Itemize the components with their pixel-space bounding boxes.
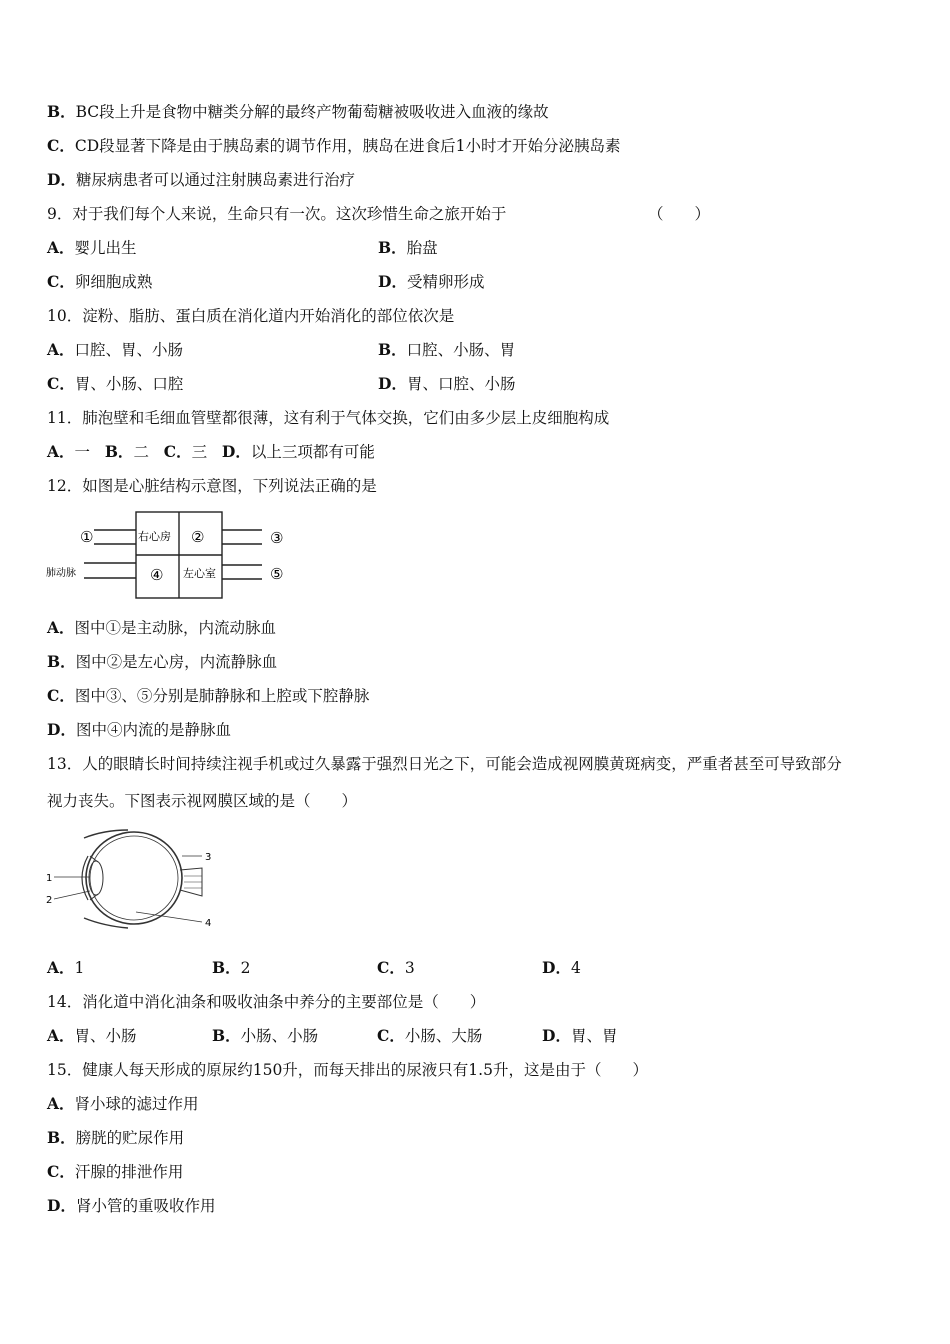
option-label: A． [47, 1094, 75, 1113]
eye-label-4: 4 [205, 918, 212, 929]
q13-option-c [377, 958, 415, 978]
q10-stem: 10．淀粉、脂肪、蛋白质在消化道内开始消化的部位依次是 [47, 307, 455, 325]
option-label: A． [47, 618, 75, 637]
label-3: ③ [270, 529, 284, 547]
q10-option-d [378, 374, 515, 394]
option-text: BC段上升是食物中糖类分解的最终产物葡萄糖被吸收进入血液的缘故 [75, 103, 549, 121]
option-label: D． [221, 442, 251, 461]
q13-stem-line2: 视力丧失。下图表示视网膜区域的是（ ） [47, 792, 358, 810]
option-text: 口腔、胃、小肠 [74, 341, 184, 359]
q15-option-a [47, 1094, 199, 1114]
q12-option-b [47, 652, 277, 672]
q8-option-c [47, 136, 621, 156]
option-text: 图中②是左心房，内流静脉血 [75, 653, 278, 671]
option-text: 3 [404, 959, 415, 977]
q12-stem: 12．如图是心脏结构示意图，下列说法正确的是 [47, 477, 377, 495]
option-text: 受精卵形成 [406, 273, 485, 291]
option-text: 一 [74, 443, 91, 461]
option-label: A． [47, 1026, 75, 1045]
q11-stem: 11．肺泡壁和毛细血管壁都很薄，这有利于气体交换，它们由多少层上皮细胞构成 [47, 409, 610, 427]
label-2: ② [191, 528, 205, 546]
option-text: 以上三项都有可能 [250, 443, 375, 461]
option-label: D． [378, 272, 407, 291]
q14-stem: 14．消化道中消化油条和吸收油条中养分的主要部位是（ ） [47, 993, 486, 1011]
q14-option-b [212, 1026, 318, 1046]
option-label: C． [47, 686, 75, 705]
option-label: B． [47, 102, 76, 121]
option-label: D． [47, 170, 76, 189]
option-label: D． [542, 1026, 571, 1045]
q9-option-d [378, 272, 484, 292]
q12-option-d [47, 720, 231, 740]
option-text: 小肠、大肠 [404, 1027, 483, 1045]
q9-option-b [378, 238, 438, 258]
label-5: ⑤ [270, 565, 284, 583]
option-label: C． [377, 958, 405, 977]
q14-option-c [377, 1026, 482, 1046]
option-text: 婴儿出生 [74, 239, 137, 257]
left-ventricle-label: 左心室 [183, 567, 216, 580]
option-text: 糖尿病患者可以通过注射胰岛素进行治疗 [75, 171, 355, 189]
q9-answer-paren: （ ） [648, 205, 711, 223]
option-label: D． [47, 720, 76, 739]
option-text: 汗腺的排泄作用 [74, 1163, 184, 1181]
q12-option-c [47, 686, 369, 706]
q15-option-c [47, 1162, 183, 1182]
q8-option-b [47, 102, 549, 122]
q13-stem-line1: 13．人的眼睛长时间持续注视手机或过久暴露于强烈日光之下，可能会造成视网膜黄斑病变，严重者甚至可导致部分 [47, 755, 842, 773]
option-text: 胃、胃 [570, 1027, 618, 1045]
option-text: 2 [240, 959, 251, 977]
q11-options [47, 442, 375, 462]
option-text: 二 [133, 443, 149, 461]
option-label: C． [163, 442, 192, 461]
q14-option-d [542, 1026, 617, 1046]
option-label: C． [47, 272, 75, 291]
option-text: 膀胱的贮尿作用 [75, 1129, 185, 1147]
option-text: 肾小球的滤过作用 [74, 1095, 199, 1113]
option-text: 小肠、小肠 [240, 1027, 319, 1045]
q10-option-c [47, 374, 183, 394]
label-1: ① [80, 528, 94, 546]
option-text: 三 [191, 443, 208, 461]
option-label: D． [378, 374, 407, 393]
lens [89, 861, 103, 895]
q9-stem: 9．对于我们每个人来说，生命只有一次。这次珍惜生命之旅开始于 [47, 205, 507, 223]
q13-option-d [542, 958, 581, 978]
q15-option-d [47, 1196, 215, 1216]
option-text: 胃、小肠 [74, 1027, 137, 1045]
eye-label-1: 1 [46, 873, 53, 884]
option-text: 图中③、⑤分别是肺静脉和上腔或下腔静脉 [74, 687, 370, 705]
option-label: A． [47, 340, 75, 359]
option-text: CD段显著下降是由于胰岛素的调节作用，胰岛在进食后1小时才开始分泌胰岛素 [74, 137, 621, 155]
q15-stem: 15．健康人每天形成的原尿约150升，而每天排出的尿液只有1.5升，这是由于（ ） [47, 1061, 648, 1079]
option-label: B． [378, 340, 407, 359]
eye-label-2: 2 [46, 895, 53, 906]
right-atrium-label: 右心房 [138, 530, 171, 543]
q14-option-a [47, 1026, 137, 1046]
q10-option-b [378, 340, 515, 360]
option-text: 口腔、小肠、胃 [406, 341, 516, 359]
option-text: 卵细胞成熟 [74, 273, 153, 291]
option-label: C． [47, 1162, 75, 1181]
option-label: B． [47, 1128, 76, 1147]
option-label: C． [47, 136, 75, 155]
option-label: C． [377, 1026, 405, 1045]
option-label: B． [378, 238, 407, 257]
heart-structure-diagram [44, 508, 294, 602]
option-text: 胃、小肠、口腔 [74, 375, 184, 393]
option-text: 胎盘 [406, 239, 438, 257]
option-text: 肾小管的重吸收作用 [75, 1197, 216, 1215]
option-text: 1 [74, 959, 85, 977]
sclera [86, 832, 182, 924]
leader-2 [54, 891, 90, 899]
leader-4 [136, 912, 202, 922]
pulmonary-artery-label: 肺动脉 [46, 568, 76, 579]
q9-option-a [47, 238, 137, 258]
q13-option-a [47, 958, 84, 978]
eyeball-diagram [44, 826, 219, 938]
option-label: A． [47, 958, 75, 977]
option-label: B． [47, 652, 76, 671]
option-text: 图中①是主动脉，内流动脉血 [74, 619, 277, 637]
option-text: 4 [570, 959, 581, 977]
option-label: A． [47, 442, 75, 461]
option-label: D． [542, 958, 571, 977]
q8-option-d [47, 170, 355, 190]
option-label: A． [47, 238, 75, 257]
option-label: D． [47, 1196, 76, 1215]
q10-option-a [47, 340, 183, 360]
cornea [82, 856, 88, 900]
q13-option-b [212, 958, 250, 978]
option-label: B． [212, 1026, 241, 1045]
option-text: 图中④内流的是静脉血 [75, 721, 231, 739]
eye-label-3: 3 [205, 852, 212, 863]
q9-option-c [47, 272, 152, 292]
option-text: 胃、口腔、小肠 [406, 375, 516, 393]
option-label: B． [212, 958, 241, 977]
option-label: B． [104, 442, 134, 461]
q12-option-a [47, 618, 276, 638]
label-4: ④ [150, 566, 164, 584]
q15-option-b [47, 1128, 184, 1148]
option-label: C． [47, 374, 75, 393]
